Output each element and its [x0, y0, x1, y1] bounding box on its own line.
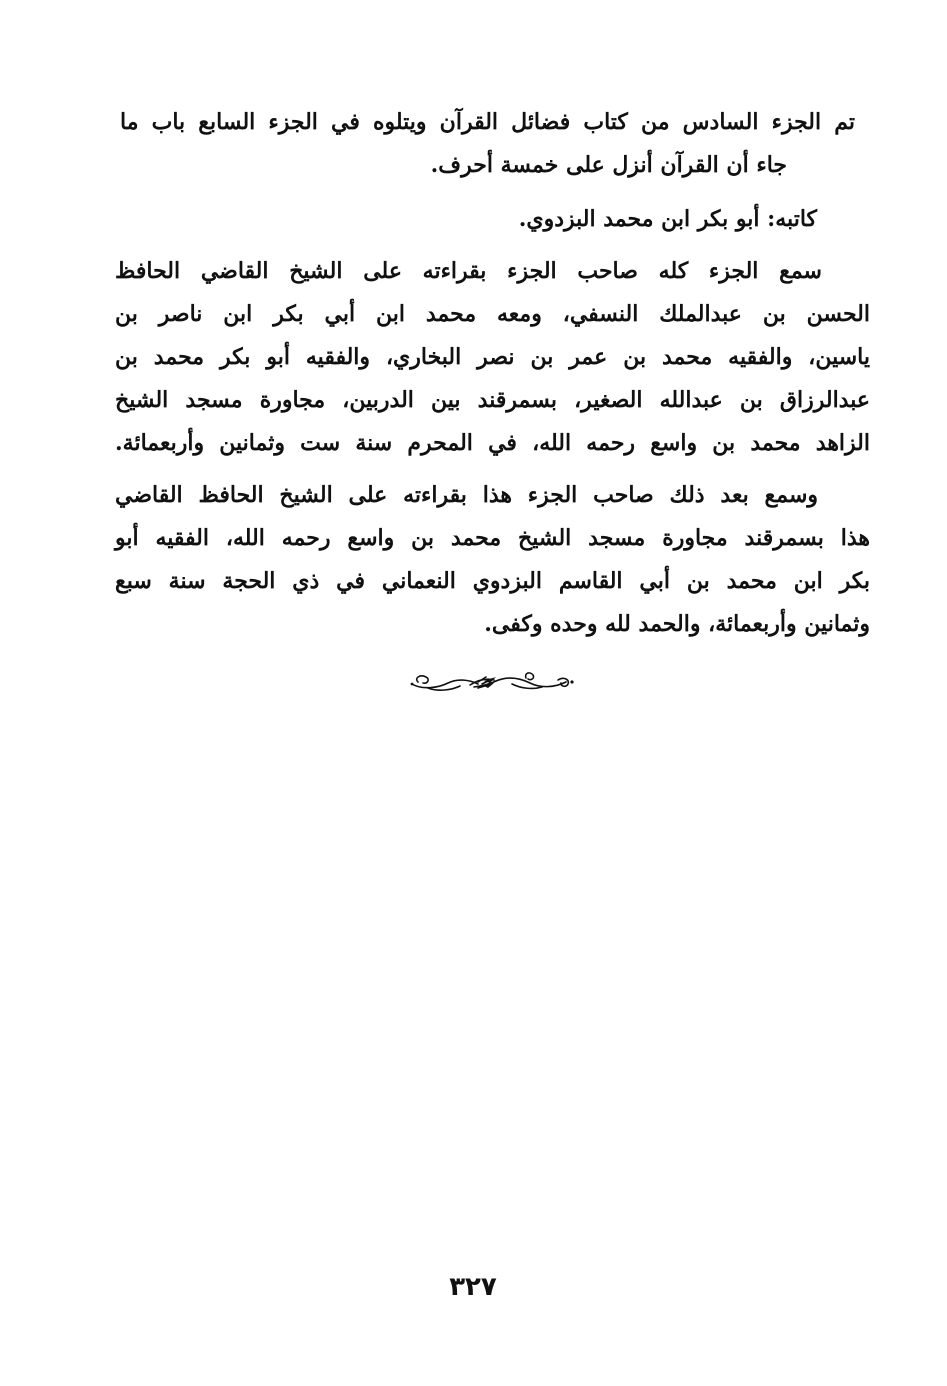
audition-1-line-1: سمع الجزء كله صاحب الجزء بقراءته على الشيخ القاضي الحافظ — [115, 258, 822, 284]
audition-1-line-3: ياسين، والفقيه محمد بن عمر بن نصر البخاري، والفقيه أبو بكر محمد بن — [115, 344, 870, 370]
page-number: ٣٢٧ — [449, 1272, 497, 1302]
audition-2-line-2: هذا بسمرقند مجاورة مسجد الشيخ محمد بن واسع رحمه الله، الفقيه أبو — [115, 525, 870, 551]
audition-note-1 — [115, 250, 870, 465]
audition-2-line-1: وسمع بعد ذلك صاحب الجزء هذا بقراءته على الشيخ الحافظ القاضي — [115, 482, 818, 508]
scribe-text: كاتبه: أبو بكر ابن محمد البزدوي. — [518, 206, 817, 232]
audition-1-line-2: الحسن بن عبدالملك النسفي، ومعه محمد ابن أبي بكر ابن ناصر بن — [115, 301, 870, 327]
colophon-line-1: تم الجزء السادس من كتاب فضائل القرآن ويتلوه في الجزء السابع باب ما — [120, 109, 855, 135]
colophon-line-2: جاء أن القرآن أنزل على خمسة أحرف. — [430, 152, 787, 178]
audition-note-2 — [115, 474, 870, 646]
audition-1-line-5: الزاهد محمد بن واسع رحمه الله، في المحرم سنة ست وثمانين وأربعمائة. — [115, 430, 870, 456]
audition-2-line-3: بكر ابن محمد بن أبي القاسم البزدوي النعماني في ذي الحجة سنة سبع — [115, 568, 870, 594]
scribe-line — [120, 198, 855, 241]
audition-2-line-4: وثمانين وأربعمائة، والحمد لله وحده وكفى. — [484, 611, 870, 637]
floral-divider-icon — [408, 668, 576, 696]
closing-colophon — [120, 101, 855, 187]
audition-1-line-4: عبدالرزاق بن عبدالله الصغير، بسمرقند بين الدربين، مجاورة مسجد الشيخ — [115, 387, 870, 413]
